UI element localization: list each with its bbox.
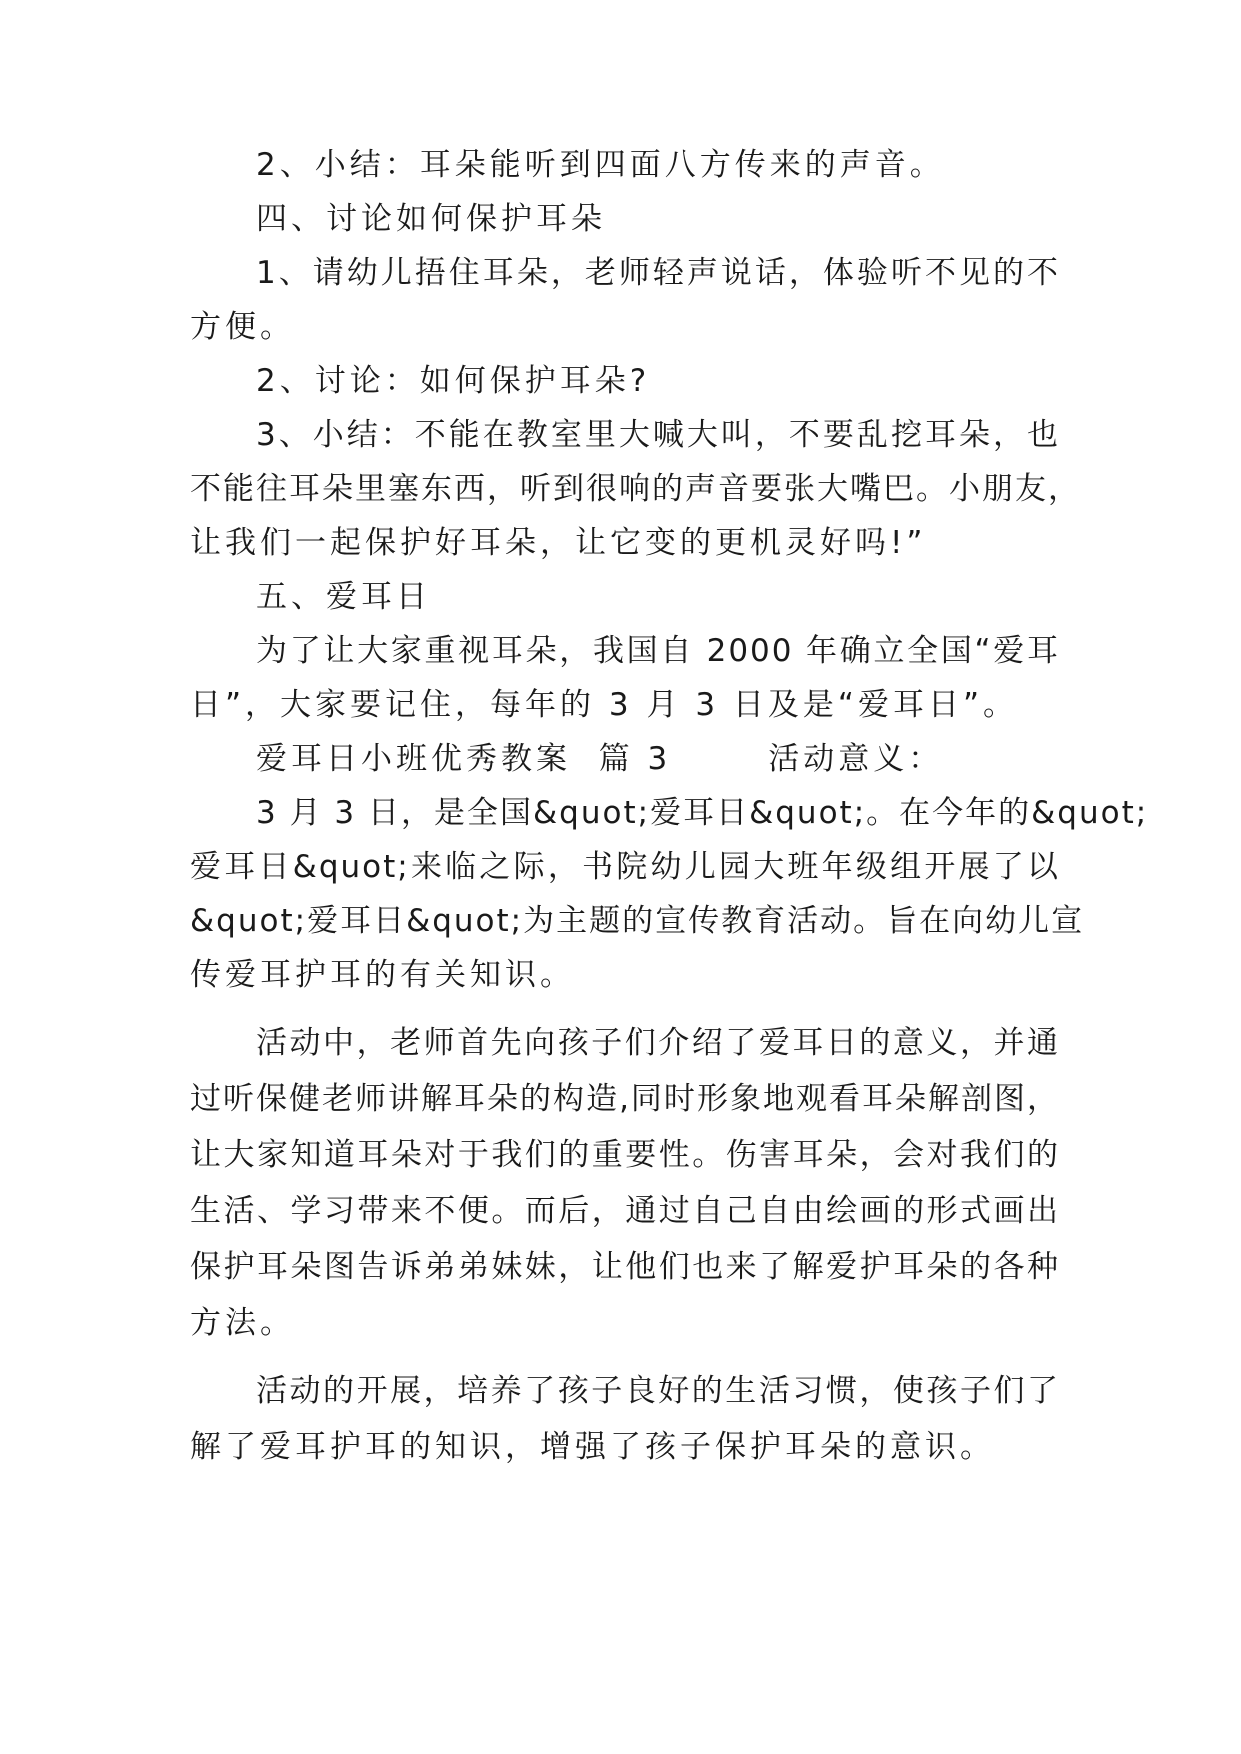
text-line: 1、请幼儿捂住耳朵，老师轻声说话，体验听不见的不	[256, 255, 1060, 291]
text-line: 爱耳日&quot;来临之际，书院幼儿园大班年级组开展了以	[190, 849, 1060, 885]
text-line: 让我们一起保护好耳朵，让它变的更机灵好吗!”	[190, 525, 927, 561]
lesson-title: 爱耳日小班优秀教案 篇 3 活动意义：	[256, 741, 944, 777]
section-heading: 四、讨论如何保护耳朵	[256, 201, 606, 237]
text-line: 方便。	[190, 309, 295, 345]
text-line: 3 月 3 日，是全国&quot;爱耳日&quot;。在今年的&quot;	[256, 795, 1149, 831]
text-line: 活动的开展，培养了孩子良好的生活习惯，使孩子们了	[256, 1373, 1060, 1409]
text-line: 过听保健老师讲解耳朵的构造,同时形象地观看耳朵解剖图，	[190, 1081, 1060, 1117]
text-line: 不能往耳朵里塞东西，听到很响的声音要张大嘴巴。小朋友，	[190, 471, 1081, 507]
text-line: 解了爱耳护耳的知识，增强了孩子保护耳朵的意识。	[190, 1429, 995, 1465]
text-line: 传爱耳护耳的有关知识。	[190, 957, 575, 993]
text-line: 让大家知道耳朵对于我们的重要性。伤害耳朵，会对我们的	[190, 1137, 1060, 1173]
section-heading: 五、爱耳日	[256, 579, 431, 615]
text-line: 方法。	[190, 1305, 295, 1341]
text-line: 日”，大家要记住，每年的 3 月 3 日及是“爱耳日”。	[190, 687, 1019, 723]
text-line: &quot;爱耳日&quot;为主题的宣传教育活动。旨在向幼儿宣	[190, 903, 1085, 939]
text-line: 活动中，老师首先向孩子们介绍了爱耳日的意义，并通	[256, 1025, 1060, 1061]
text-line: 2、讨论：如何保护耳朵?	[256, 363, 651, 399]
text-line: 生活、学习带来不便。而后，通过自己自由绘画的形式画出	[190, 1193, 1060, 1229]
text-line: 3、小结：不能在教室里大喊大叫，不要乱挖耳朵，也	[256, 417, 1060, 453]
text-line: 为了让大家重视耳朵，我国自 2000 年确立全国“爱耳	[256, 633, 1060, 669]
text-line: 2、小结：耳朵能听到四面八方传来的声音。	[256, 147, 945, 183]
text-line: 保护耳朵图告诉弟弟妹妹，让他们也来了解爱护耳朵的各种	[190, 1249, 1060, 1285]
